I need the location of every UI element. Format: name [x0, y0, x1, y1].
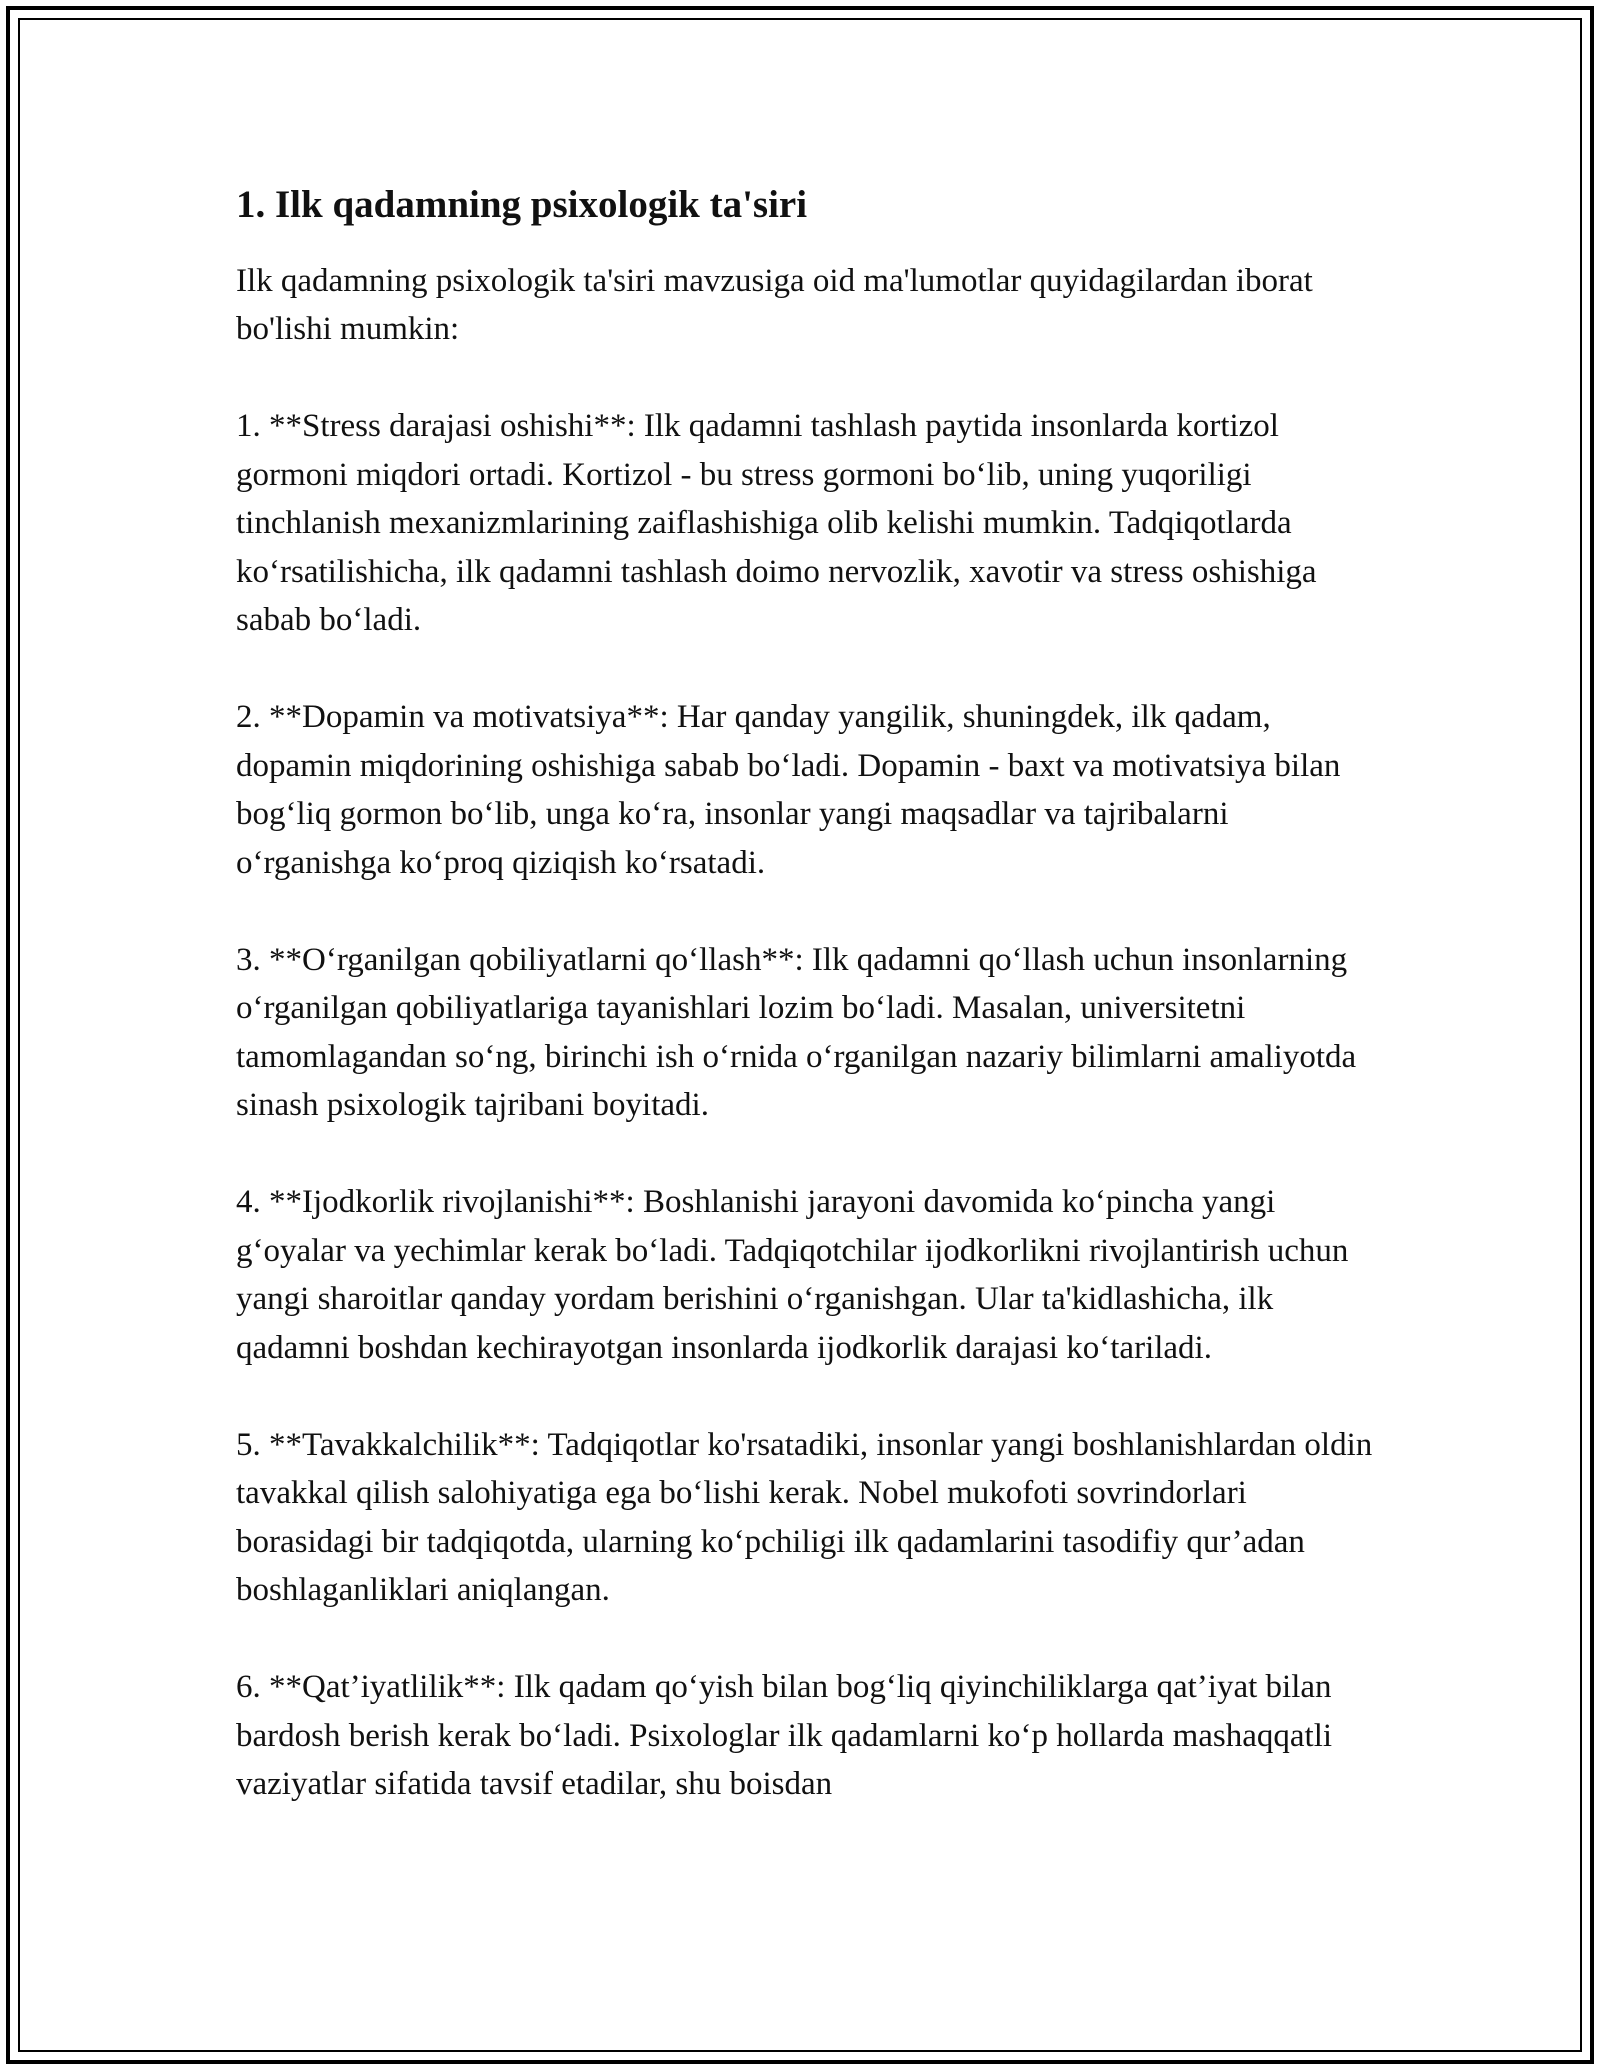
paragraph-dopamine: 2. **Dopamin va motivatsiya**: Har qanday yangilik, shuningdek, ilk qadam, dopamin miqdorining oshishiga sabab boʻladi. Dopamin - baxt va motivatsiya bilan bogʻliq gormon boʻlib, unga koʻra, insonlar yangi maqsadlar va tajribalarni oʻrganishga koʻproq qiziqish koʻrsatadi.	[236, 699, 1341, 881]
document-body	[236, 182, 1376, 1809]
paragraph-skills: 3. **Oʻrganilgan qobiliyatlarni qoʻllash**: Ilk qadamni qoʻllash uchun insonlarning oʻrganilgan qobiliyatlariga tayanishlari lozim boʻladi. Masalan, universitetni tamomlagandan soʻng, birinchi ish oʻrnida oʻrganilgan nazariy bilimlarni amaliyotda sinash psixologik tajribani boyitadi.	[236, 941, 1357, 1124]
section-heading: 1. Ilk qadamning psixologik ta'siri	[236, 183, 808, 226]
paragraph-risk-taking: 5. **Tavakkalchilik**: Tadqiqotlar ko'rsatadiki, insonlar yangi boshlanishlardan oldin tavakkal qilish salohiyatiga ega boʻlishi kerak. Nobel mukofoti sovrindorlari borasidagi bir tadqiqotda, ularning koʻpchiligi ilk qadamlarini tasodifiy qur’adan boshlaganliklari aniqlangan.	[236, 1426, 1373, 1609]
intro-paragraph: Ilk qadamning psixologik ta'siri mavzusiga oid ma'lumotlar quyidagilardan iborat bo'lishi mumkin:	[236, 262, 1313, 348]
paragraph-stress: 1. **Stress darajasi oshishi**: Ilk qadamni tashlash paytida insonlarda kortizol gormoni miqdori ortadi. Kortizol - bu stress gormoni boʻlib, uning yuqoriligi tinchlanish mexanizmlarining zaiflashishiga olib kelishi mumkin. Tadqiqotlarda koʻrsatilishicha, ilk qadamni tashlash doimo nervozlik, xavotir va stress oshishiga sabab boʻladi.	[236, 408, 1317, 639]
paragraph-creativity: 4. **Ijodkorlik rivojlanishi**: Boshlanishi jarayoni davomida koʻpincha yangi gʻoyalar va yechimlar kerak boʻladi. Tadqiqotchilar ijodkorlikni rivojlantirish uchun yangi sharoitlar qanday yordam berishini oʻrganishgan. Ular ta'kidlashicha, ilk qadamni boshdan kechirayotgan insonlarda ijodkorlik darajasi koʻtariladi.	[236, 1184, 1349, 1366]
paragraph-determination: 6. **Qat’iyatlilik**: Ilk qadam qoʻyish bilan bogʻliq qiyinchiliklarga qat’iyat bilan bardosh berish kerak boʻladi. Psixologlar ilk qadamlarni koʻp hollarda mashaqqatli vaziyatlar sifatida tavsif etadilar, shu boisdan	[236, 1669, 1333, 1803]
